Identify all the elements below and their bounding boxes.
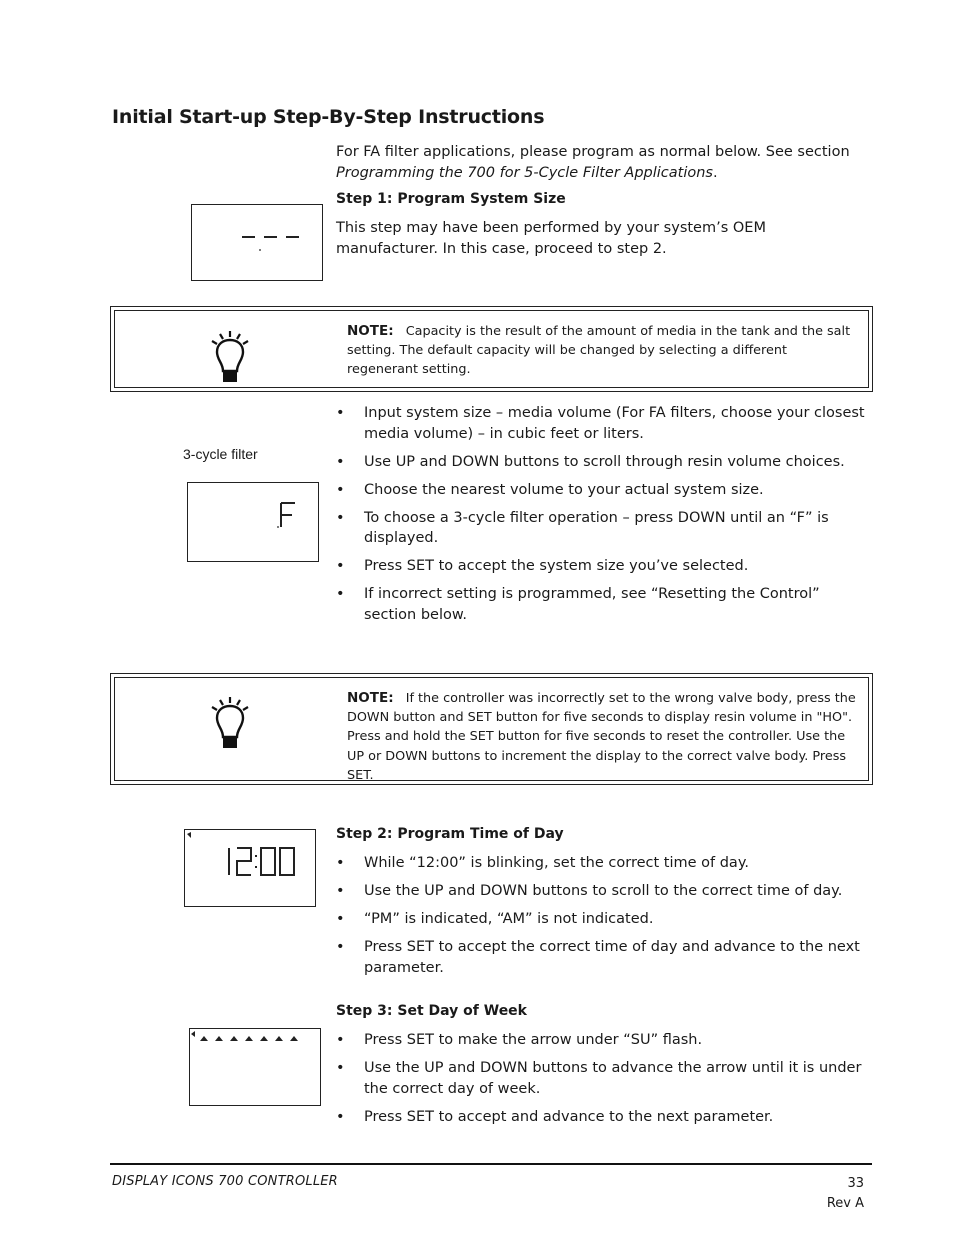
filter-display-label: 3-cycle filter bbox=[183, 446, 258, 462]
revision: Rev A bbox=[826, 1196, 864, 1211]
bullet-item: • Use the UP and DOWN buttons to advance the arrow until it is under the correct day of week. bbox=[336, 1058, 871, 1099]
note-box-capacity bbox=[110, 306, 873, 392]
intro-section-reference: Programming the 700 for 5-Cycle Filter Applications bbox=[336, 164, 713, 181]
note-box-valve-body bbox=[110, 673, 873, 785]
bullet-item: • Choose the nearest volume to your actual system size. bbox=[336, 480, 871, 501]
bullet-item: • If incorrect setting is programmed, see “Resetting the Control” section below. bbox=[336, 584, 871, 625]
footer-document-title: DISPLAY ICONS 700 CONTROLLER bbox=[112, 1174, 338, 1189]
lcd-display-time bbox=[184, 829, 316, 907]
intro-paragraph bbox=[336, 142, 866, 183]
lightbulb-icon bbox=[209, 329, 253, 387]
page-heading: Initial Start-up Step-By-Step Instructions bbox=[112, 106, 545, 128]
step3-title: Step 3: Set Day of Week bbox=[336, 1003, 527, 1019]
bullet-item: • To choose a 3-cycle filter operation – press DOWN until an “F” is displayed. bbox=[336, 508, 871, 549]
intro-text: For FA filter applications, please program as normal below. See section bbox=[336, 144, 850, 160]
page-number: 33 bbox=[847, 1176, 864, 1191]
note-body: If the controller was incorrectly set to the wrong valve body, press the DOWN button and SET button for five seconds to display resin volume in "HO". Press and hold the SET button for five seconds to reset the controller. Use the UP or DOWN buttons to increment the display to the correct valve body. Press SET. bbox=[347, 691, 856, 783]
bullet-item: • “PM” is indicated, “AM” is not indicated. bbox=[336, 909, 871, 930]
lcd-display-day-of-week bbox=[189, 1028, 321, 1106]
lcd-time-graphic bbox=[185, 830, 315, 906]
note-text-capacity bbox=[347, 322, 859, 380]
note-label: NOTE: bbox=[347, 323, 394, 339]
step1-title: Step 1: Program System Size bbox=[336, 191, 566, 207]
lcd-dashes-graphic bbox=[192, 205, 322, 280]
lightbulb-icon bbox=[209, 695, 253, 753]
bullet-item: • While “12:00” is blinking, set the correct time of day. bbox=[336, 853, 871, 874]
footer-rule bbox=[110, 1163, 872, 1165]
step1-bullet-list bbox=[336, 403, 871, 633]
intro-end: . bbox=[713, 164, 718, 181]
step3-bullet-list bbox=[336, 1030, 871, 1135]
lcd-display-system-size bbox=[191, 204, 323, 281]
bullet-item: • Use the UP and DOWN buttons to scroll to the correct time of day. bbox=[336, 881, 871, 902]
lcd-f-graphic bbox=[188, 483, 318, 561]
lcd-display-filter bbox=[187, 482, 319, 562]
footer-page-info bbox=[827, 1174, 864, 1214]
bullet-item: • Press SET to make the arrow under “SU” flash. bbox=[336, 1030, 871, 1051]
note-label: NOTE: bbox=[347, 690, 394, 706]
note-body: Capacity is the result of the amount of media in the tank and the salt setting. The default capacity will be changed by selecting a different regenerant setting. bbox=[347, 324, 851, 378]
step1-text: This step may have been performed by your system’s OEM manufacturer. In this case, proceed to step 2. bbox=[336, 220, 766, 257]
bullet-item: • Input system size – media volume (For FA filters, choose your closest media volume) – in cubic feet or liters. bbox=[336, 403, 871, 444]
bullet-item: • Press SET to accept and advance to the next parameter. bbox=[336, 1107, 871, 1128]
lcd-day-arrows-graphic bbox=[190, 1029, 320, 1105]
bullet-item: • Press SET to accept the system size you’ve selected. bbox=[336, 556, 871, 577]
bullet-item: • Use UP and DOWN buttons to scroll through resin volume choices. bbox=[336, 452, 871, 473]
bullet-item: • Press SET to accept the correct time of day and advance to the next parameter. bbox=[336, 937, 871, 978]
step2-bullet-list bbox=[336, 853, 871, 986]
step2-title: Step 2: Program Time of Day bbox=[336, 826, 564, 842]
note-text-valve-body bbox=[347, 689, 859, 785]
